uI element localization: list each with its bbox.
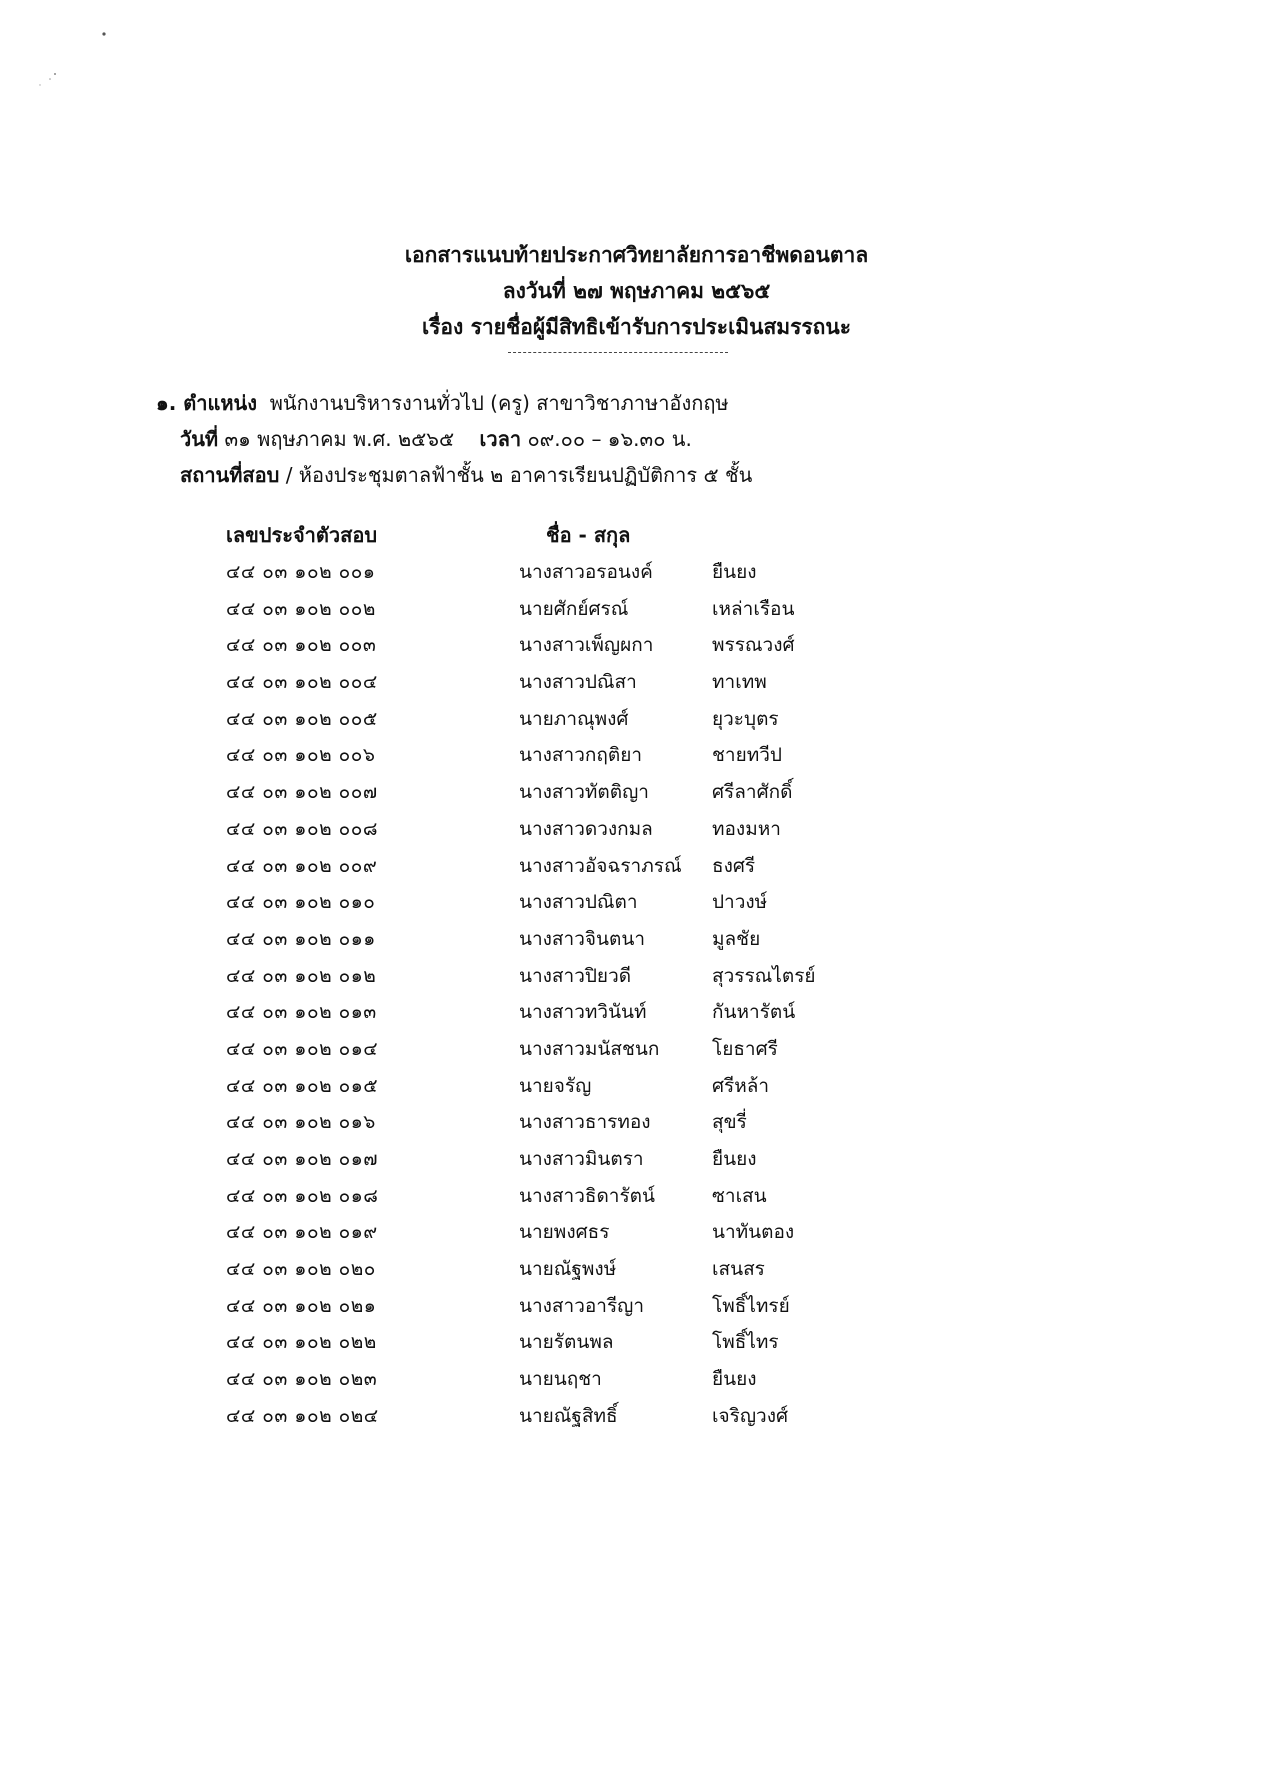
candidate-last-name: ธงศรี (712, 854, 756, 877)
candidate-row (0, 1178, 1273, 1215)
venue-text: / ห้องประชุมตาลฟ้าชั้น ๒ อาคารเรียนปฏิบัติการ ๕ ชั้น (285, 463, 753, 487)
candidate-row (0, 664, 1273, 701)
candidate-first-name: นางสาวอารีญา (519, 1294, 645, 1317)
candidate-first-name: นายภาณุพงศ์ (519, 707, 629, 730)
candidate-id: ๔๔ ๐๓ ๑๐๒ ๐๐๕ (226, 707, 378, 730)
candidate-first-name: นายณัฐพงษ์ (519, 1258, 617, 1281)
candidate-row (0, 1251, 1273, 1288)
candidate-first-name: นางสาวทัตติญา (519, 781, 649, 804)
candidate-first-name: นางสาวปิยวดี (519, 964, 632, 987)
candidate-last-name: เหล่าเรือน (712, 597, 795, 620)
candidate-id: ๔๔ ๐๓ ๑๐๒ ๐๐๗ (226, 781, 378, 804)
exam-time: ๐๙.๐๐ – ๑๖.๓๐ น. (527, 427, 692, 451)
candidate-id: ๔๔ ๐๓ ๑๐๒ ๐๑๕ (226, 1074, 379, 1097)
candidate-last-name: สุวรรณไตรย์ (712, 964, 816, 987)
exam-date-line (180, 421, 692, 457)
candidate-last-name: ปาวงษ์ (712, 891, 768, 914)
document-subject: เรื่อง รายชื่อผู้มีสิทธิเข้ารับการประเมินสมรรถนะ (421, 315, 852, 339)
candidate-id: ๔๔ ๐๓ ๑๐๒ ๐๐๖ (226, 744, 376, 767)
candidate-id: ๔๔ ๐๓ ๑๐๒ ๐๑๔ (226, 1037, 379, 1060)
candidate-list (0, 554, 1273, 1435)
candidate-last-name: เจริญวงศ์ (712, 1404, 789, 1427)
column-header-id: เลขประจำตัวสอบ (226, 523, 378, 547)
candidate-first-name: นางสาวปณิสา (519, 671, 637, 694)
candidate-row (0, 921, 1273, 958)
candidate-last-name: นาทันตอง (712, 1221, 795, 1244)
candidate-id: ๔๔ ๐๓ ๑๐๒ ๐๐๔ (226, 671, 378, 694)
candidate-row (0, 1398, 1273, 1435)
candidate-first-name: นางสาวมินตรา (519, 1148, 644, 1170)
venue-label: สถานที่สอบ (180, 463, 280, 487)
candidate-row (0, 1068, 1273, 1105)
candidate-first-name: นายนฤชา (519, 1368, 602, 1391)
candidate-first-name: นางสาวมนัสชนก (519, 1037, 660, 1060)
candidate-id: ๔๔ ๐๓ ๑๐๒ ๐๑๑ (226, 927, 376, 950)
candidate-last-name: โพธิ์ไทร (712, 1331, 779, 1354)
candidate-last-name: มูลชัย (712, 927, 761, 950)
header-divider (508, 352, 728, 353)
candidate-id: ๔๔ ๐๓ ๑๐๒ ๐๐๙ (226, 854, 378, 877)
candidate-row (0, 1361, 1273, 1398)
candidate-first-name: นางสาวทวินันท์ (519, 1001, 647, 1024)
candidate-id: ๔๔ ๐๓ ๑๐๒ ๐๐๘ (226, 817, 378, 840)
position-line (156, 385, 729, 421)
candidate-id: ๔๔ ๐๓ ๑๐๒ ๐๑๒ (226, 964, 377, 987)
document-title: เอกสารแนบท้ายประกาศวิทยาลัยการอาชีพดอนตาล (404, 243, 869, 267)
candidate-row (0, 994, 1273, 1031)
candidate-row (0, 737, 1273, 774)
exam-date: ๓๑ พฤษภาคม พ.ศ. ๒๕๖๕ (224, 427, 455, 451)
candidate-row (0, 554, 1273, 591)
candidate-last-name: พรรณวงศ์ (712, 634, 795, 657)
candidate-id: ๔๔ ๐๓ ๑๐๒ ๐๑๐ (226, 891, 376, 914)
candidate-last-name: สุขรี่ (712, 1111, 747, 1134)
candidate-first-name: นางสาวกฤติยา (519, 744, 643, 767)
candidate-first-name: นางสาวอรอนงค์ (519, 561, 653, 583)
candidate-id: ๔๔ ๐๓ ๑๐๒ ๐๐๒ (226, 597, 376, 620)
candidate-row (0, 1104, 1273, 1141)
document-date: ลงวันที่ ๒๗ พฤษภาคม ๒๕๖๕ (502, 279, 771, 303)
candidate-row (0, 1324, 1273, 1361)
candidate-row (0, 1214, 1273, 1251)
candidate-row (0, 1141, 1273, 1178)
exam-time-label: เวลา (479, 427, 522, 451)
candidate-last-name: ทาเทพ (712, 671, 767, 694)
candidate-id: ๔๔ ๐๓ ๑๐๒ ๐๐๓ (226, 634, 377, 657)
candidate-row (0, 627, 1273, 664)
candidate-row (0, 884, 1273, 921)
candidate-last-name: ศรีหล้า (712, 1074, 770, 1097)
scan-specks (30, 25, 120, 95)
candidate-row (0, 1288, 1273, 1325)
candidate-first-name: นายพงศธร (519, 1221, 610, 1244)
candidate-id: ๔๔ ๐๓ ๑๐๒ ๐๑๓ (226, 1001, 377, 1024)
candidate-first-name: นางสาวจินตนา (519, 927, 645, 950)
venue-line (180, 457, 752, 493)
candidate-row (0, 958, 1273, 995)
candidate-id: ๔๔ ๐๓ ๑๐๒ ๐๒๓ (226, 1368, 378, 1391)
candidate-last-name: ชายทวีป (712, 744, 782, 767)
candidate-first-name: นางสาวอัจฉราภรณ์ (519, 854, 682, 877)
candidate-first-name: นางสาวดวงกมล (519, 817, 653, 840)
candidate-first-name: นางสาวธารทอง (519, 1111, 651, 1134)
position-label: ๑. ตำแหน่ง (156, 391, 257, 415)
candidate-first-name: นางสาวเพ็ญผกา (519, 634, 654, 657)
candidate-first-name: นายรัตนพล (519, 1331, 614, 1354)
column-header-name: ชื่อ - สกุล (546, 523, 631, 547)
candidate-last-name: ซาเสน (712, 1184, 767, 1207)
candidate-first-name: นายณัฐสิทธิ์ (519, 1404, 618, 1427)
candidate-last-name: กันหารัตน์ (712, 1001, 796, 1024)
candidate-last-name: ยืนยง (712, 1148, 757, 1170)
candidate-first-name: นางสาวธิดารัตน์ (519, 1184, 656, 1207)
candidate-id: ๔๔ ๐๓ ๑๐๒ ๐๒๒ (226, 1331, 377, 1354)
candidate-row (0, 1031, 1273, 1068)
candidate-last-name: ยุวะบุตร (712, 707, 779, 730)
candidate-last-name: โยธาศรี (712, 1037, 778, 1060)
candidate-last-name: ศรีลาศักดิ์ (712, 781, 793, 804)
candidate-id: ๔๔ ๐๓ ๑๐๒ ๐๐๑ (226, 561, 376, 583)
candidate-last-name: ทองมหา (712, 817, 781, 840)
candidate-row (0, 848, 1273, 885)
candidate-first-name: นายจรัญ (519, 1074, 592, 1097)
candidate-id: ๔๔ ๐๓ ๑๐๒ ๐๒๐ (226, 1258, 376, 1281)
candidate-id: ๔๔ ๐๓ ๑๐๒ ๐๒๑ (226, 1294, 377, 1317)
candidate-last-name: ยืนยง (712, 1368, 757, 1391)
candidate-id: ๔๔ ๐๓ ๑๐๒ ๐๑๖ (226, 1111, 376, 1134)
candidate-first-name: นางสาวปณิตา (519, 891, 638, 914)
candidate-id: ๔๔ ๐๓ ๑๐๒ ๐๑๘ (226, 1184, 379, 1207)
candidate-id: ๔๔ ๐๓ ๑๐๒ ๐๑๗ (226, 1148, 379, 1170)
candidate-row (0, 774, 1273, 811)
candidate-row (0, 811, 1273, 848)
candidate-id: ๔๔ ๐๓ ๑๐๒ ๐๒๔ (226, 1404, 379, 1427)
candidate-row (0, 701, 1273, 738)
candidate-first-name: นายศักย์ศรณ์ (519, 597, 629, 620)
candidate-last-name: ยืนยง (712, 561, 757, 583)
position-text: พนักงานบริหารงานทั่วไป (ครู) สาขาวิชาภาษาอังกฤษ (269, 391, 729, 415)
exam-date-label: วันที่ (180, 427, 219, 451)
candidate-last-name: โพธิ์ไทรย์ (712, 1294, 790, 1317)
candidate-row (0, 591, 1273, 628)
document-header (0, 237, 1273, 345)
candidate-last-name: เสนสร (712, 1258, 765, 1281)
candidate-id: ๔๔ ๐๓ ๑๐๒ ๐๑๙ (226, 1221, 378, 1244)
